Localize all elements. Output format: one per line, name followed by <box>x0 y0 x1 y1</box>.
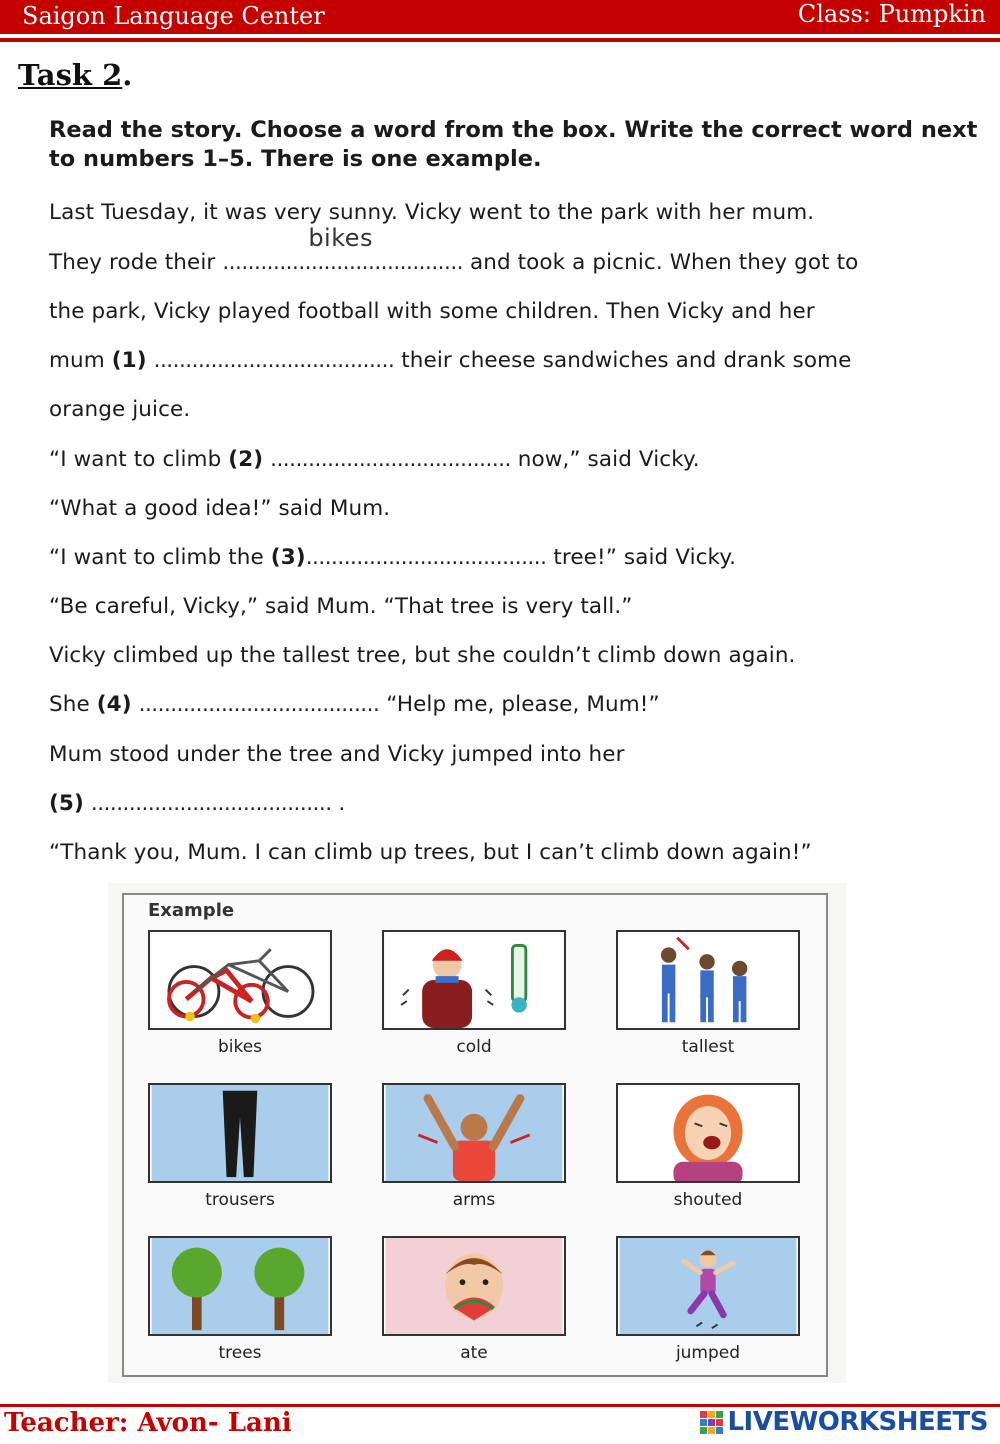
question-number-4: (4) <box>96 692 132 717</box>
shouted-picture <box>616 1083 800 1183</box>
question-number-2: (2) <box>228 447 264 472</box>
cold-boy-icon <box>384 932 564 1028</box>
three-boys-height-icon <box>618 932 798 1028</box>
jumped-picture <box>616 1236 800 1336</box>
cold-picture <box>382 930 566 1030</box>
story-line-3: the park, Vicky played football with some children. Then Vicky and her <box>49 299 815 324</box>
trees-picture <box>148 1236 332 1336</box>
story-line-7: “What a good idea!” said Mum. <box>49 496 391 521</box>
answer-blank-2[interactable]: ...................................... <box>270 447 511 472</box>
example-blank: ...................................... bikes <box>222 224 464 275</box>
word-tallest: tallest <box>681 1037 735 1057</box>
tallest-picture <box>616 930 800 1030</box>
question-number-1: (1) <box>111 348 147 373</box>
word-box-label: Example <box>148 900 235 921</box>
word-ate: ate <box>460 1343 488 1363</box>
word-bikes: bikes <box>217 1037 263 1057</box>
school-name: Saigon Language Center <box>22 2 325 30</box>
word-trees: trees <box>218 1343 262 1363</box>
word-jumped: jumped <box>675 1343 741 1363</box>
answer-blank-3[interactable]: ...................................... <box>305 545 547 570</box>
trousers-picture <box>148 1083 332 1183</box>
liveworksheets-logo <box>700 1405 988 1439</box>
question-number-3: (3) <box>270 545 306 570</box>
trousers-icon <box>150 1085 330 1181</box>
story-line-5: orange juice. <box>49 397 191 422</box>
answer-blank-5[interactable]: ...................................... <box>90 791 332 816</box>
answer-blank-1[interactable]: ...................................... <box>153 348 395 373</box>
word-shouted: shouted <box>673 1190 743 1210</box>
bikes-picture <box>148 930 332 1030</box>
word-trousers: trousers <box>205 1190 275 1210</box>
story-line-1: Last Tuesday, it was very sunny. Vicky went to the park with her mum. <box>49 200 815 225</box>
example-answer: bikes <box>308 224 374 252</box>
page-header <box>0 0 1000 34</box>
story-line-12: Mum stood under the tree and Vicky jumped into her <box>49 742 625 767</box>
bicycle-icon <box>150 932 330 1028</box>
story-line-11: She (4) ...................................... “Help me, please, Mum!” <box>49 692 660 717</box>
word-arms: arms <box>452 1190 496 1210</box>
boy-arms-up-icon <box>384 1085 564 1181</box>
story-line-13: (5) ...................................... . <box>49 791 346 816</box>
story-line-2: They rode their ...................................... bikes and took a picnic. When they got to <box>49 224 859 275</box>
liveworksheets-brand: LIVEWORKSHEETS <box>727 1407 988 1437</box>
story-line-14: “Thank you, Mum. I can climb up trees, but I can’t climb down again!” <box>49 840 812 865</box>
story-line-8: “I want to climb the (3)...................................... tree!” said Vicky. <box>49 545 737 570</box>
ate-picture <box>382 1236 566 1336</box>
teacher-name: Teacher: Avon- Lani <box>4 1408 292 1438</box>
answer-blank-4[interactable]: ...................................... <box>138 692 380 717</box>
boy-eating-icon <box>384 1238 564 1334</box>
class-name: Class: Pumpkin <box>797 0 986 28</box>
question-number-5: (5) <box>49 791 84 816</box>
word-cold: cold <box>456 1037 492 1057</box>
girl-shouting-icon <box>618 1085 798 1181</box>
story-line-4: mum (1) ...................................... their cheese sandwiches and drank some <box>49 348 852 373</box>
task-title: Task 2. <box>18 58 133 92</box>
liveworksheets-icon <box>700 1411 723 1434</box>
header-divider <box>0 38 1000 42</box>
trees-icon <box>150 1238 330 1334</box>
instructions: Read the story. Choose a word from the box. Write the correct word next to numbers 1–5. There is one example. <box>49 117 978 172</box>
story-line-10: Vicky climbed up the tallest tree, but she couldn’t climb down again. <box>49 643 796 668</box>
story-line-6: “I want to climb (2) ...................................... now,” said Vicky. <box>49 447 700 472</box>
girl-jumping-icon <box>618 1238 798 1334</box>
arms-picture <box>382 1083 566 1183</box>
story-line-9: “Be careful, Vicky,” said Mum. “That tree is very tall.” <box>49 594 633 619</box>
